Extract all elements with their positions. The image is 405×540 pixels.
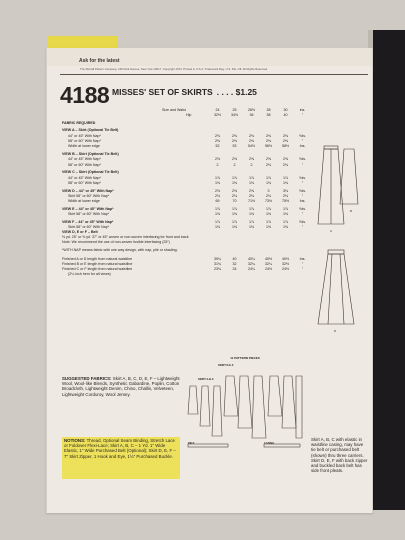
- fabric-row-cell: 2⅜: [266, 139, 271, 143]
- sketch-label-d: D: [334, 329, 337, 333]
- fabric-row-cell: 1⅜: [283, 225, 288, 229]
- flap-text: Ask for the latest: [79, 58, 120, 64]
- fabric-row-label: 44" or 45" With Nap*: [68, 133, 101, 138]
- finished-row-cell: 32¼: [265, 262, 272, 267]
- fabric-row-cell: 1⅜: [266, 212, 271, 217]
- fabric-row-label: Skirt 58" or 60" With Nap*: [68, 225, 110, 229]
- finished-row-cell: 31¾: [214, 262, 221, 267]
- piece-label-skirt-abc: SKIRT A-B-C: [198, 378, 214, 381]
- fabric-row-cell: 71½: [248, 199, 255, 204]
- fabric-row-cell: 1⅜: [232, 181, 237, 186]
- hip-header-cell: 34½: [231, 113, 238, 117]
- fabric-row-label: 58" or 60" With Nap*: [68, 139, 101, 143]
- fabric-row-cell: ": [301, 139, 304, 143]
- hip-header-cell: 40: [283, 113, 288, 117]
- pattern-pieces-panel: [186, 356, 304, 456]
- fabric-row-cell: 2⅛: [249, 194, 254, 198]
- fabric-row-cell: 1⅜: [249, 181, 254, 186]
- size-header-cell: 24: [215, 108, 220, 112]
- hip-header-cell: 38: [266, 113, 271, 117]
- fabric-row-label: VIEW F – 44" or 45" With Nap*: [62, 219, 114, 224]
- fabric-row-cell: 1⅞: [232, 175, 237, 180]
- fabric-row-cell: 54½: [248, 144, 255, 149]
- fabric-row-label: Skirt 58" or 60" With Nap*: [68, 212, 110, 217]
- view-sketches: [310, 144, 370, 344]
- size-header-cell: 26½: [248, 108, 255, 112]
- fabric-row-cell: 1⅜: [283, 181, 288, 186]
- fabric-row-cell: Ins.: [299, 199, 306, 204]
- finished-row-cell: 40¼: [248, 257, 255, 262]
- dark-background-edge: [368, 30, 405, 510]
- fabric-row-cell: 2⅝: [266, 157, 271, 162]
- fabric-row-cell: Yds.: [298, 188, 307, 193]
- fabric-row-cell: 1⅜: [232, 225, 237, 229]
- size-header-cell: 25: [232, 108, 237, 112]
- fabric-row-label: VIEW B – Skirt (Optional Tie Belt): [62, 151, 119, 156]
- finished-row-cell: 23¾: [214, 267, 221, 272]
- skirt-sketch-b: [340, 149, 358, 204]
- fabric-row-cell: 1⅞: [283, 219, 288, 224]
- fabric-row-cell: 2⅝: [215, 157, 220, 162]
- finished-row-cell: 40: [232, 257, 237, 262]
- fabric-row-cell: ": [301, 162, 304, 167]
- fabric-row-cell: 1⅜: [215, 181, 220, 186]
- fabric-row-cell: 2: [233, 162, 236, 167]
- hip-header-cell: ": [301, 113, 304, 117]
- fabric-row-cell: 73½: [265, 199, 272, 204]
- fabric-row-cell: Yds.: [298, 219, 307, 224]
- sketch-label-b: B: [350, 209, 353, 213]
- fabric-row-label: 44" or 45" With Nap*: [68, 175, 101, 180]
- fabric-row-cell: 2⅛: [232, 194, 237, 198]
- fabric-row-cell: ": [301, 194, 304, 198]
- fabric-row-cell: 1⅞: [283, 206, 288, 211]
- finished-row-cell: 24¼: [248, 267, 255, 272]
- fabric-row-cell: ": [301, 212, 304, 217]
- fabric-row-label: VIEW E – 44" or 45" With Nap*: [62, 206, 114, 211]
- fabric-row-cell: 56½: [265, 144, 272, 149]
- finished-row-cell: 40½: [265, 257, 272, 262]
- fabric-row-cell: 2⅝: [232, 188, 237, 193]
- fabric-row-cell: 1⅜: [232, 212, 237, 217]
- size-header-cell: 28: [266, 108, 271, 112]
- fabric-row-cell: 1⅞: [215, 219, 220, 224]
- fabric-row-cell: 1⅞: [283, 175, 288, 180]
- piece-label-belt: BELT: [188, 442, 195, 445]
- fabric-row-cell: 1⅞: [249, 175, 254, 180]
- fabric-row-cell: 1⅞: [215, 175, 220, 180]
- finished-row-cell: 24½: [282, 267, 289, 272]
- fabric-row-cell: 58½: [282, 144, 289, 149]
- fabric-row-cell: 2⅛: [215, 194, 220, 198]
- pattern-number: 4188: [60, 82, 110, 108]
- pattern-pieces-title: 11 PATTERN PIECES: [230, 356, 260, 360]
- size-header-cell: 30: [283, 108, 288, 112]
- finished-row-cell: 40½: [282, 257, 289, 262]
- fabric-row-cell: 1⅞: [266, 206, 271, 211]
- fabric-row-label: VIEW A – Skirt (Optional Tie Belt): [62, 128, 119, 132]
- fabric-row-cell: 53: [232, 144, 237, 149]
- suggested-fabrics: [62, 376, 180, 397]
- fabric-row-cell: 2: [250, 162, 253, 167]
- fabric-row-cell: 2⅜: [266, 133, 271, 138]
- fabric-row-cell: 2⅛: [266, 194, 271, 198]
- sketch-label-a: A: [330, 229, 333, 233]
- notes-block: [62, 248, 307, 253]
- finished-row-cell: 32: [232, 262, 237, 267]
- finished-row-cell: Ins.: [299, 257, 306, 262]
- suggested-fabrics-text: Skirt A, B, C, D, E, F – Lightweight Wool, Wool-like Blends, Synthetic Gabardine, Poplin, Cotton Broadcloth, Lightweight Denim, Chino, Challis, Velveteen, Lightweight Corduroy, Wool Jersey.: [62, 376, 180, 397]
- pattern-title: [112, 87, 257, 97]
- fabric-row-cell: 2: [216, 162, 219, 167]
- fabric-row-label: VIEW C – Skirt (Optional Tie Belt): [62, 170, 119, 175]
- fabric-row-cell: 2⅝: [249, 157, 254, 162]
- fabric-row-cell: 2⅛: [283, 194, 288, 198]
- fabric-row-cell: 1⅞: [249, 206, 254, 211]
- fabric-row-label: 58" or 60" With Nap*: [68, 181, 101, 186]
- finished-row-cell: ": [301, 262, 304, 267]
- fabric-row-label: 44" or 45" With Nap*: [68, 157, 101, 162]
- hip-header-label: Hip: [186, 113, 192, 117]
- piece-label-casing: CASING: [264, 442, 275, 445]
- hip-header-cell: 32½: [214, 113, 221, 117]
- fabric-row-cell: Yds.: [298, 157, 307, 162]
- fabric-row-cell: 2⅜: [232, 139, 237, 143]
- side-description: Skirt A, B, C with elastic in waistline casing, may have tie belt or purchased belt (shown) thru three carriers. Skirt D, E, F with back zipper and buckled back belt has side front pleats.: [311, 437, 368, 474]
- finished-row-cell: 24: [232, 267, 237, 272]
- fabric-row-cell: 2⅜: [283, 139, 288, 143]
- fabric-row-cell: 1⅜: [266, 225, 271, 229]
- nap-note: *WITH NAP means fabric with one way design, with nap, pile or shading.: [62, 248, 178, 253]
- fabric-row-cell: 1⅞: [232, 219, 237, 224]
- fabric-row-cell: 1⅞: [266, 175, 271, 180]
- fabric-row-cell: Yds.: [298, 133, 307, 138]
- title-text: MISSES' SET OF SKIRTS: [112, 87, 213, 97]
- copyright-imprint: The McCall Pattern Company, 230 Park Avenue, New York 10017. Copyright 1974. Printed in U.S.A. Trademark Reg. U.S. Pat. Off. All Rights Reserved.: [80, 67, 268, 71]
- size-header-cell: ins.: [299, 108, 306, 112]
- fabric-row-cell: 69: [215, 199, 220, 204]
- fabric-row-cell: 1⅜: [215, 212, 220, 217]
- fabric-row-cell: 2⅝: [215, 188, 220, 193]
- suggested-fabrics-heading: SUGGESTED FABRICS:: [62, 376, 112, 381]
- piece-label-skirt-def: SKIRT D-E-F: [218, 364, 234, 367]
- fabric-row-cell: 2⅜: [215, 139, 220, 143]
- fabric-row-cell: 2⅛: [266, 162, 271, 167]
- fabric-row-cell: 1⅞: [249, 219, 254, 224]
- fabric-row-cell: 3⅛: [283, 188, 288, 193]
- finished-row-cell: 32½: [282, 262, 289, 267]
- waistband-a: [324, 146, 338, 149]
- fabric-row-cell: 2⅜: [283, 133, 288, 138]
- fabric-row-cell: 1⅞: [266, 219, 271, 224]
- notions-heading: NOTIONS:: [64, 438, 86, 443]
- notions-text: Thread, Optional Seam Binding, Stretch Lace or Foldover Flexi-Lace; Skirt A, B, C – 1 Yd. 1" Wide Elastic, 1" Wide Purchased Belt (Optional); Skirt D, E, F – 7" Skirt Zipper, 1 Hook and Eye, 1½" Purchased Buckle.: [64, 438, 176, 459]
- fabric-row-cell: 1⅜: [283, 212, 288, 217]
- finished-row-cell: 24½: [265, 267, 272, 272]
- fabric-row-cell: Yds.: [298, 175, 307, 180]
- fabric-row-cell: 2⅝: [232, 157, 237, 162]
- finished-row-cell: 32¼: [248, 262, 255, 267]
- hip-header-cell: 36: [249, 113, 254, 117]
- finished-row-cell: 39¼: [214, 257, 221, 262]
- fabric-row-cell: 2⅝: [283, 157, 288, 162]
- fabric-row-label: VIEW D – 44" or 45" With Nap*: [62, 188, 114, 193]
- divider: [60, 74, 368, 75]
- fabric-row-label: Skirt 58" or 60" With Nap*: [68, 194, 110, 198]
- fabric-row-cell: 2⅜: [232, 133, 237, 138]
- skirt-sketch-d: [318, 254, 354, 324]
- fabric-row-cell: 52: [215, 144, 220, 149]
- fabric-row-cell: 2⅝: [249, 188, 254, 193]
- fabric-row-cell: 75½: [282, 199, 289, 204]
- fabric-row-cell: 2⅜: [215, 133, 220, 138]
- fabric-row-label: Width at lower edge: [68, 144, 100, 149]
- size-header-label: Size and Waist: [162, 108, 186, 112]
- fabric-row-cell: 1⅜: [249, 212, 254, 217]
- fabric-row-cell: Yds.: [298, 206, 307, 211]
- fabric-row-cell: 1⅜: [215, 225, 220, 229]
- fabric-row-cell: ": [301, 181, 304, 186]
- fabric-row-cell: 1⅞: [232, 206, 237, 211]
- fabric-row-cell: 1⅞: [215, 206, 220, 211]
- fabric-row-cell: 70: [232, 199, 237, 204]
- notions-box: [62, 437, 180, 479]
- fabric-row-cell: 3: [267, 188, 270, 193]
- fabric-row-cell: Ins.: [299, 144, 306, 149]
- fabric-row-cell: ": [301, 225, 304, 229]
- finished-row-cell: ": [301, 267, 304, 272]
- fabric-row-cell: 2⅜: [249, 139, 254, 143]
- fabric-row-cell: 2⅜: [249, 133, 254, 138]
- pattern-piece-diagrams: [186, 356, 304, 456]
- price: . . . . $1.25: [216, 87, 257, 97]
- fabric-row-cell: 2⅛: [283, 162, 288, 167]
- fabric-row-label: 58" or 60" With Nap*: [68, 162, 101, 167]
- fabric-row-cell: 1⅜: [249, 225, 254, 229]
- fabric-row-cell: 1⅜: [266, 181, 271, 186]
- fabric-row-label: Width at lower edge: [68, 199, 100, 204]
